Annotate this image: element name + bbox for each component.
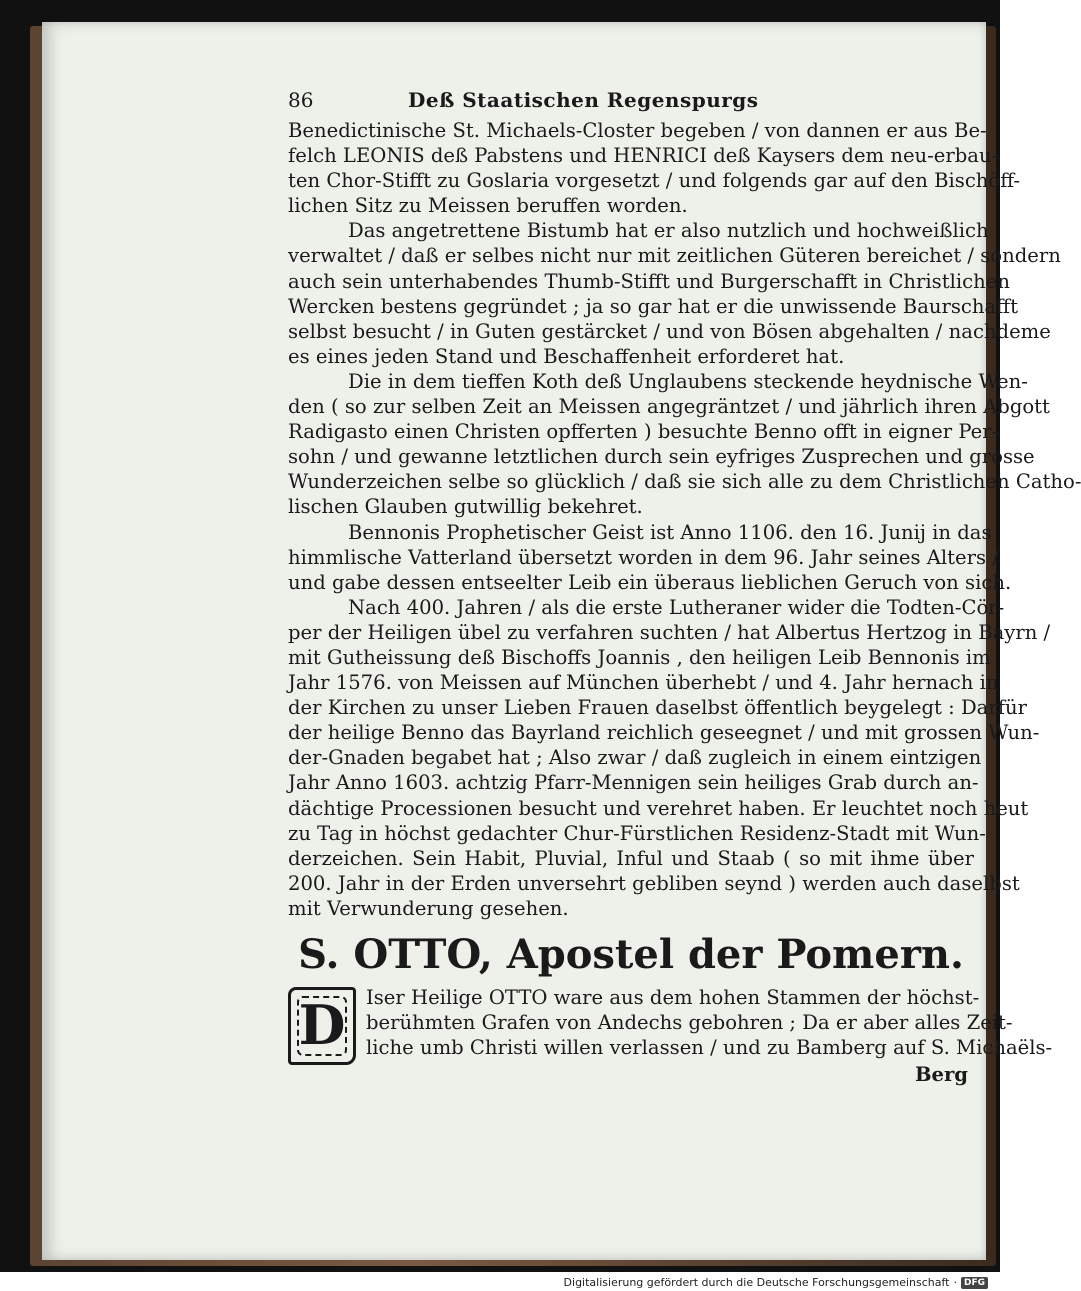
text-line: Nach 400. Jahren / als die erste Lutheraner wider die Todten-Cör-	[348, 595, 1005, 619]
text-line: ten Chor-Stifft zu Goslaria vorgesetzt / und folgends gar auf den Bischöff-	[288, 169, 1021, 193]
text-block	[288, 88, 1081, 1088]
text-line: der Kirchen zu unser Lieben Frauen daselbst öffentlich beygelegt : Darfür	[288, 696, 1027, 720]
text-line: felch LEONIS deß Pabstens und HENRICI deß Kaysers dem neu-erbau-	[288, 144, 999, 168]
text-line: Benedictinische St. Michaels-Closter begeben / von dannen er aus Be-	[288, 119, 987, 142]
text-line: lischen Glauben gutwillig bekehret.	[288, 495, 643, 519]
text-line: lichen Sitz zu Meissen beruffen worden.	[288, 194, 688, 218]
text-line: Jahr 1576. von Meissen auf München überhebt / und 4. Jahr hernach in	[288, 671, 999, 695]
dfg-logo-icon: DFG	[961, 1277, 988, 1289]
text-line: berühmten Grafen von Andechs gebohren ; Da er aber alles Zeit-	[366, 1011, 1013, 1035]
paragraph	[288, 520, 1012, 595]
paragraph	[288, 118, 1021, 218]
text-line: Wercken bestens gegründet ; ja so gar hat er die unwissende Baurschafft	[288, 294, 1018, 318]
text-line: himmlische Vatterland übersetzt worden in dem 96. Jahr seines Alters /	[288, 545, 999, 569]
page-number: 86	[288, 88, 314, 112]
text-line: zu Tag in höchst gedachter Chur-Fürstlichen Residenz-Stadt mit Wun-	[288, 821, 986, 845]
paragraph	[288, 595, 1051, 921]
text-line: derzeichen. Sein Habit, Pluvial, Inful und Staab ( so mit ihme über	[288, 846, 974, 870]
text-line: mit Gutheissung deß Bischoffs Joannis , den heiligen Leib Bennonis im	[288, 645, 991, 669]
catchword: Berg	[914, 1063, 968, 1087]
text-line: liche umb Christi willen verlassen / und zu Bamberg auf S. Michaëls-	[366, 1036, 1053, 1060]
text-line: und gabe dessen entseelter Leib ein überaus lieblichen Geruch von sich.	[288, 570, 1012, 594]
text-line: dächtige Processionen besucht und verehret haben. Er leuchtet noch heut	[288, 796, 1029, 820]
text-line: Radigasto einen Christen opfferten ) besuchte Benno offt in eigner Per-	[288, 420, 999, 444]
paragraph	[288, 369, 1081, 520]
text-line: der-Gnaden begabet hat ; Also zwar / daß zugleich in einem eintzigen	[288, 746, 982, 770]
text-line: den ( so zur selben Zeit an Meissen angegräntzet / und jährlich ihren Abgott	[288, 395, 1050, 419]
section-paragraph	[288, 985, 1053, 1060]
text-line: auch sein unterhabendes Thumb-Stifft und Burgerschafft in Christlichen	[288, 269, 1010, 293]
text-line: selbst besucht / in Guten gestärcket / und von Bösen abgehalten / nachdeme	[288, 319, 1051, 343]
text-line: verwaltet / daß er selbes nicht nur mit zeitlichen Güteren bereichet / sondern	[288, 244, 1061, 268]
text-line: 200. Jahr in der Erden unversehrt gebliben seynd ) werden auch daselbst	[288, 871, 1020, 895]
paragraph	[288, 218, 1061, 369]
drop-cap-initial: D	[288, 987, 356, 1065]
text-line: per der Heiligen übel zu verfahren suchten / hat Albertus Hertzog in Bayrn /	[288, 620, 1051, 644]
text-line: mit Verwunderung gesehen.	[288, 896, 569, 920]
text-line: Die in dem tieffen Koth deß Unglaubens steckende heydnische Wen-	[348, 369, 1028, 393]
section-heading: S. OTTO, Apostel der Pomern.	[298, 931, 964, 978]
running-title: Deß Staatischen Regenspurgs	[408, 88, 759, 112]
text-line: sohn / und gewanne letztlichen durch sein eyfriges Zusprechen und grosse	[288, 445, 1035, 469]
text-line: Iser Heilige OTTO ware aus dem hohen Stammen der höchst-	[366, 986, 980, 1009]
text-line: Das angetrettene Bistumb hat er also nutzlich und hochweißlich	[348, 219, 989, 243]
digitization-credit: Digitalisierung gefördert durch die Deutsche Forschungsgemeinschaft · DFG	[564, 1276, 988, 1289]
text-line: es eines jeden Stand und Beschaffenheit erforderet hat.	[288, 344, 845, 368]
running-head	[288, 88, 974, 118]
text-line: Jahr Anno 1603. achtzig Pfarr-Mennigen sein heiliges Grab durch an-	[288, 771, 979, 795]
text-line: Wunderzeichen selbe so glücklich / daß sie sich alle zu dem Christlichen Catho-	[288, 470, 1081, 494]
text-line: Bennonis Prophetischer Geist ist Anno 1106. den 16. Junij in das	[348, 520, 992, 544]
credit-text: Digitalisierung gefördert durch die Deutsche Forschungsgemeinschaft	[563, 1276, 950, 1289]
text-line: der heilige Benno das Bayrland reichlich geseegnet / und mit grossen Wun-	[288, 721, 1040, 745]
